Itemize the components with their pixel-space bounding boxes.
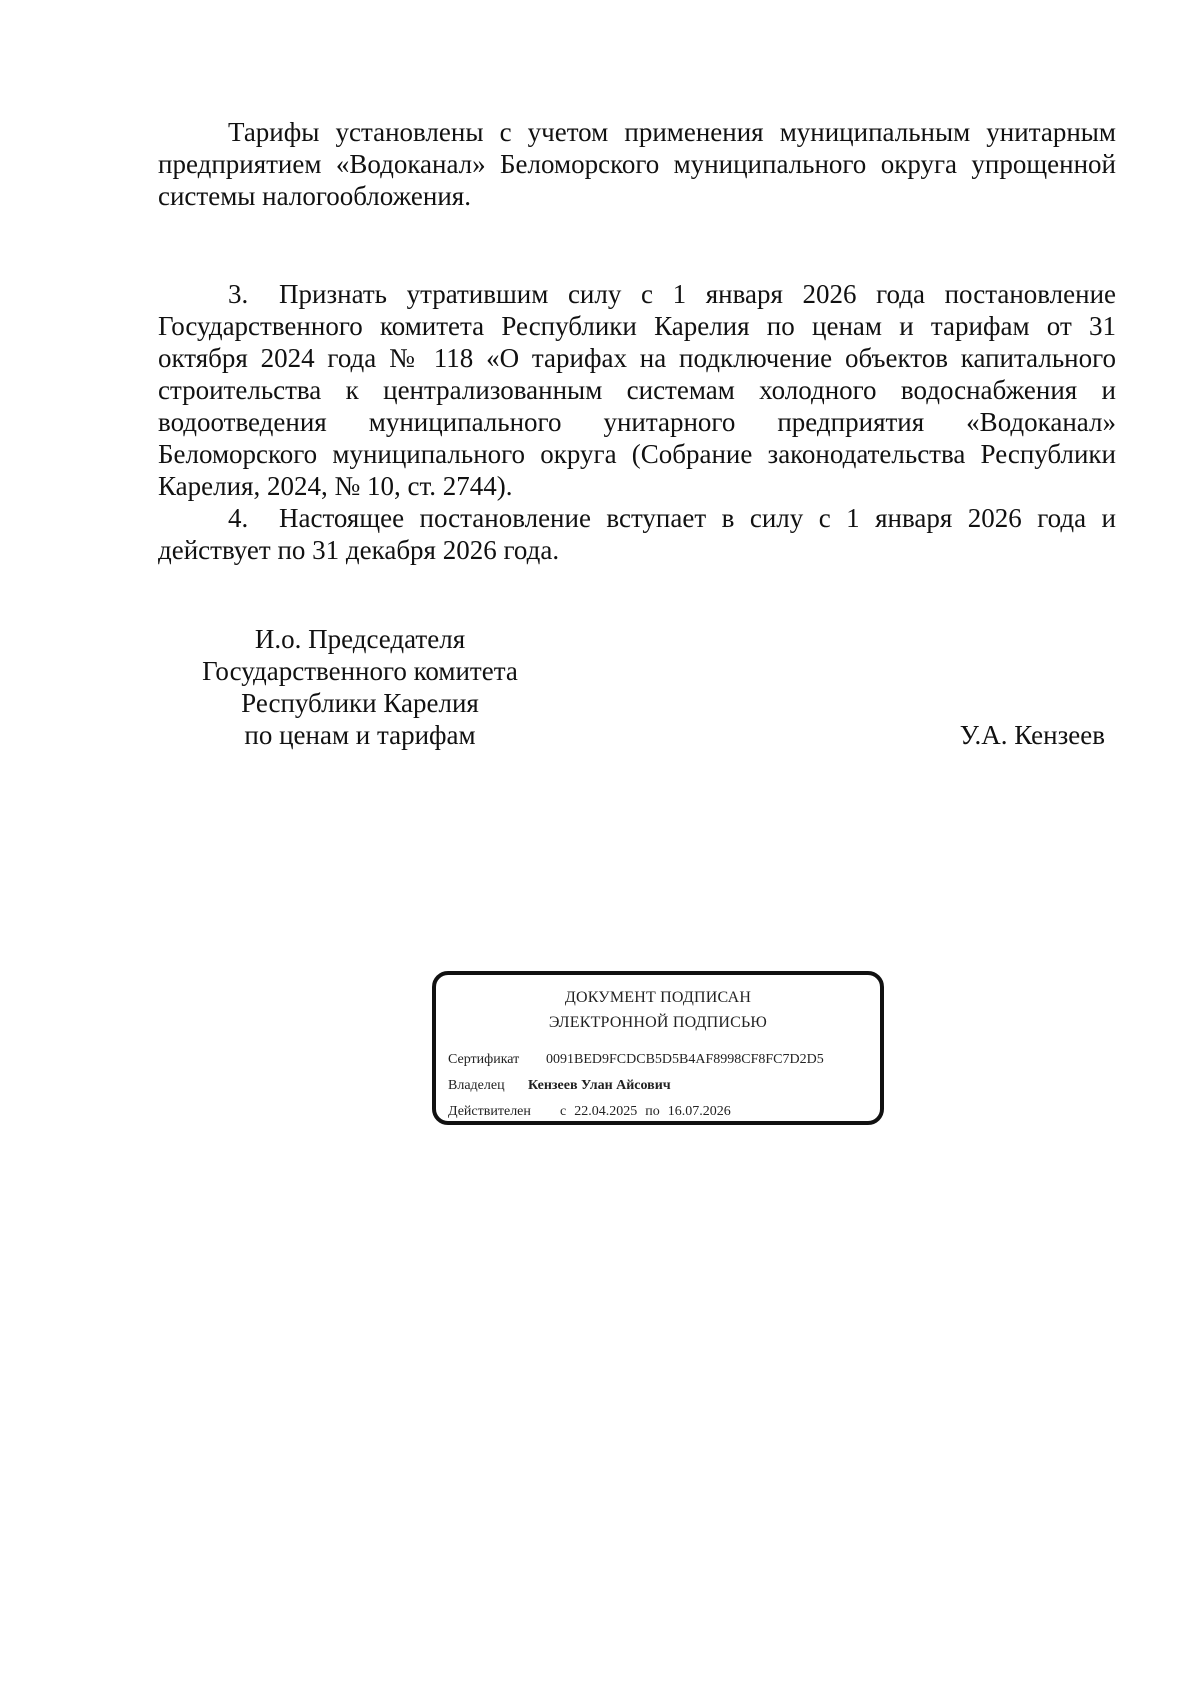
item-number: 3.: [228, 279, 249, 309]
stamp-certificate-row: [448, 1051, 824, 1069]
item-text: Настоящее постановление вступает в силу с 1 января 2026 года и действует по 31 декабря 2026 года.: [158, 503, 1116, 565]
stamp-title: [436, 985, 880, 1035]
valid-to-date: 16.07.2026: [667, 1104, 731, 1119]
numbered-item-4: [158, 502, 1116, 566]
stamp-title-line-1: ДОКУМЕНТ ПОДПИСАН: [564, 989, 752, 1006]
valid-from-prefix: с: [560, 1104, 567, 1119]
signatory-position: [170, 623, 550, 751]
item-text: Признать утратившим силу с 1 января 2026 года постановление Государственного комитета Республики Карелия по ценам и тарифам от 31 октября 2024 года № 118 «О тарифах на подключение объектов капитального строительства к централизованным системам холодного водоснабжения и водоотведения муниципального унитарного предприятия «Водоканал» Беломорского муниципального округа (Собрание законодательства Республики Карелия, 2024, № 10, ст. 2744).: [158, 279, 1116, 501]
owner-label: Владелец: [448, 1078, 505, 1093]
owner-value: Кензеев Улан Айсович: [528, 1078, 671, 1093]
valid-label: Действителен: [448, 1104, 531, 1119]
signatory-line-1: И.о. Председателя: [254, 624, 466, 654]
tariffs-paragraph-block: [158, 116, 1116, 212]
signatory-line-4: по ценам и тарифам: [244, 720, 476, 750]
certificate-value: 0091BED9FCDCB5D5B4AF8998CF8FC7D2D5: [546, 1052, 824, 1067]
numbered-items-block: [158, 278, 1116, 566]
item-number: 4.: [228, 503, 249, 533]
stamp-validity-row: [448, 1103, 731, 1121]
electronic-signature-stamp: [432, 971, 884, 1125]
tariffs-note-paragraph: Тарифы установлены с учетом применения муниципальным унитарным предприятием «Водоканал» Беломорского муниципального округа упрощенной системы налогообложения.: [158, 117, 1116, 211]
signatory-line-3: Республики Карелия: [241, 688, 479, 718]
stamp-owner-row: [448, 1077, 671, 1095]
signatory-line-2: Государственного комитета: [202, 656, 518, 686]
valid-to-prefix: по: [645, 1104, 660, 1119]
certificate-label: Сертификат: [448, 1052, 520, 1067]
numbered-item-3: [158, 278, 1116, 502]
stamp-title-line-2: ЭЛЕКТРОННОЙ ПОДПИСЬЮ: [548, 1014, 768, 1031]
valid-from-date: 22.04.2025: [574, 1104, 638, 1119]
signer-name: У.А. Кензеев: [959, 720, 1105, 750]
